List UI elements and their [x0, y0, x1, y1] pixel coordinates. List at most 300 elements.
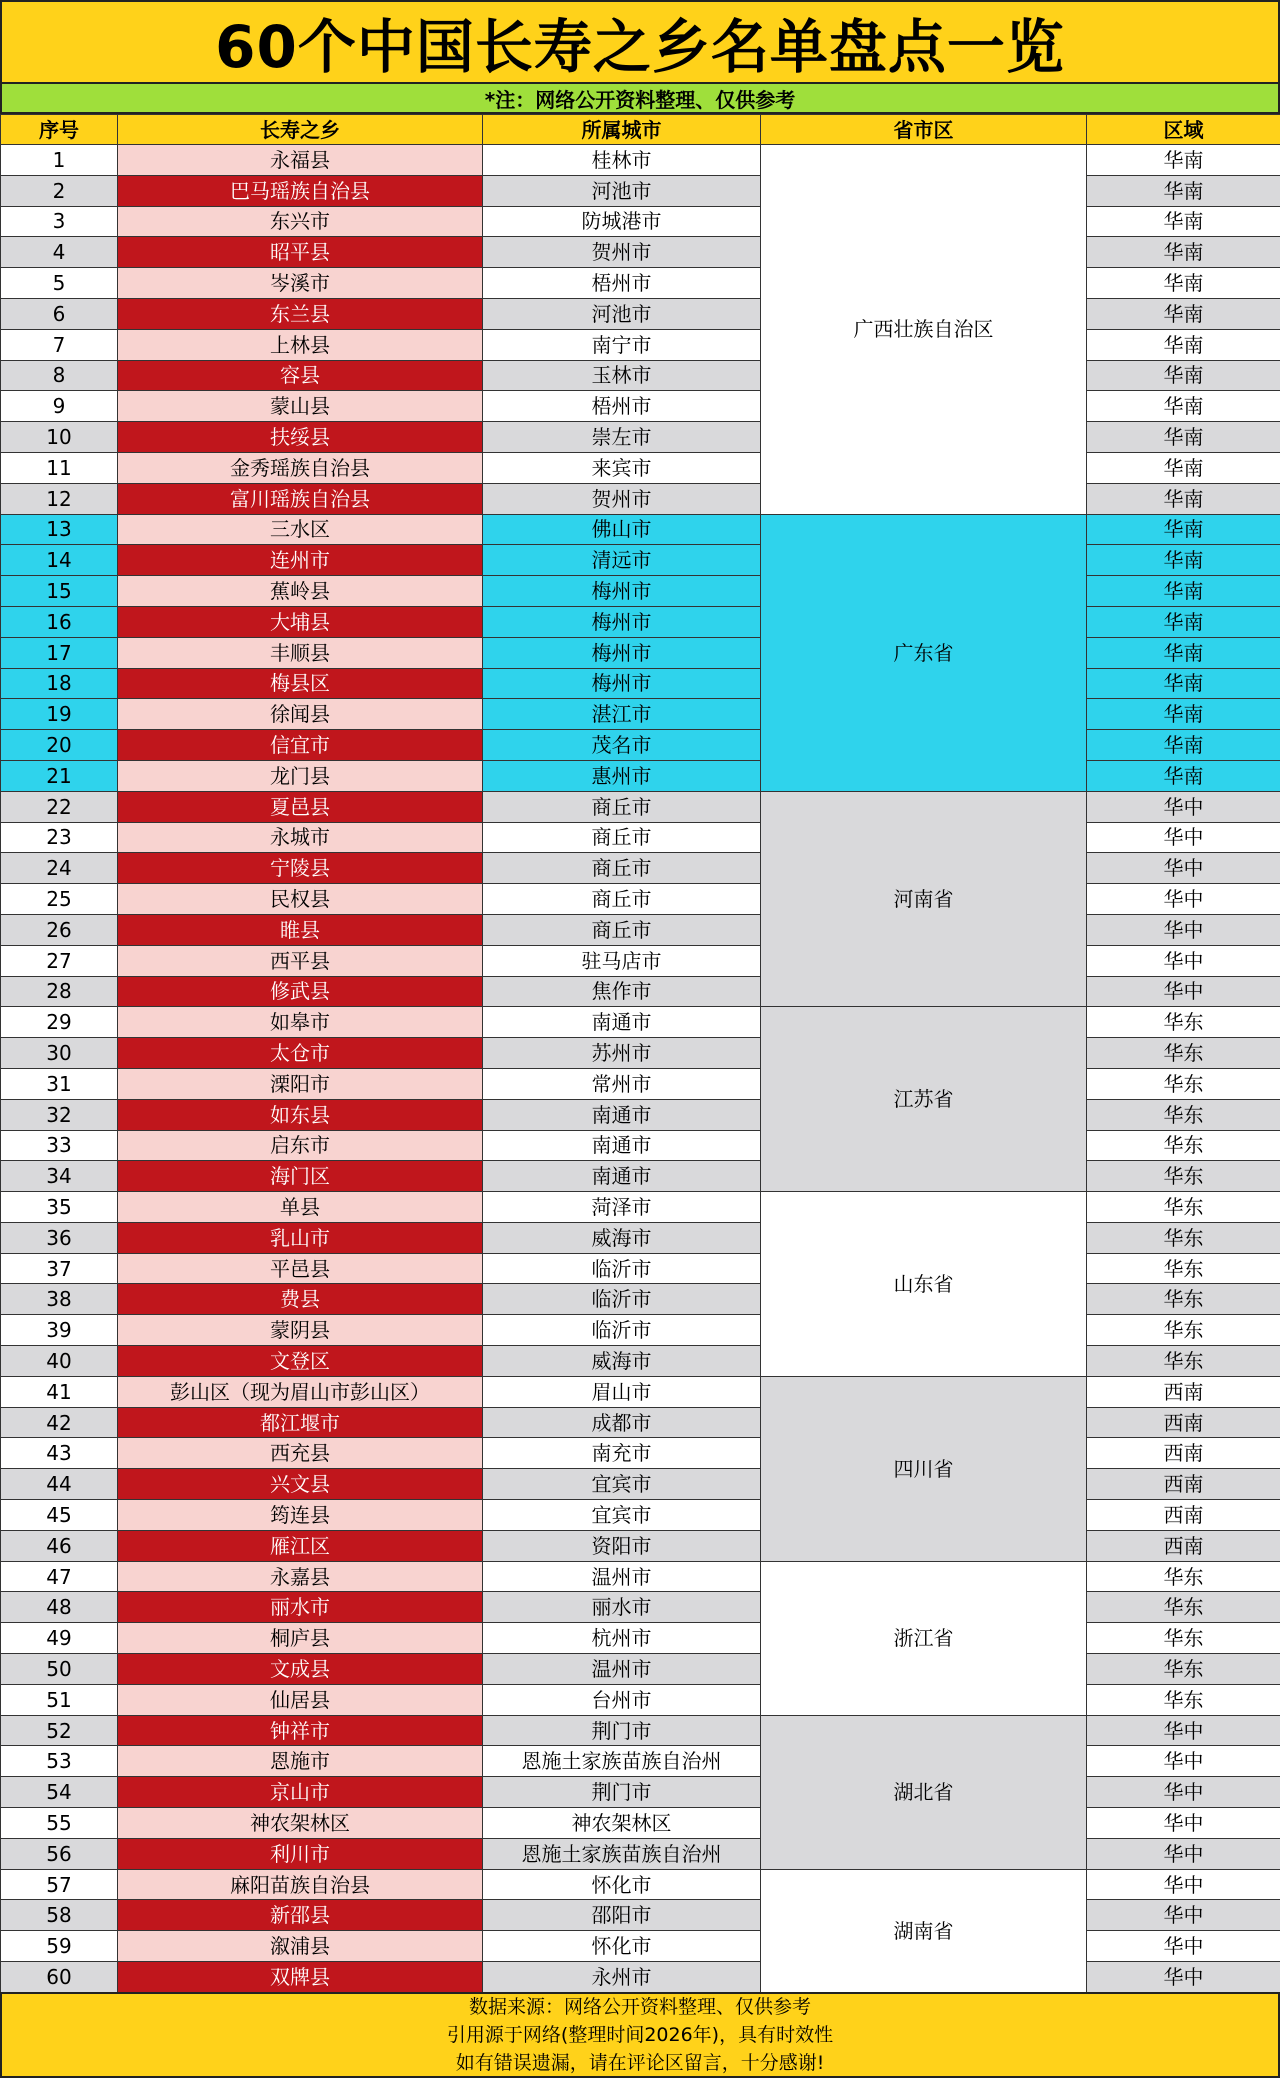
city-cell: 焦作市: [483, 976, 761, 1007]
row-number: 10: [1, 422, 118, 453]
city-cell: 河池市: [483, 175, 761, 206]
longevity-town-name: 岑溪市: [118, 268, 483, 299]
region-cell: 华南: [1087, 298, 1280, 329]
city-cell: 南充市: [483, 1438, 761, 1469]
region-cell: 华南: [1087, 422, 1280, 453]
header-no: 序号: [1, 115, 118, 145]
region-cell: 华南: [1087, 545, 1280, 576]
region-cell: 华中: [1087, 884, 1280, 915]
row-number: 47: [1, 1561, 118, 1592]
region-cell: 华南: [1087, 391, 1280, 422]
row-number: 45: [1, 1500, 118, 1531]
row-number: 27: [1, 945, 118, 976]
city-cell: 怀化市: [483, 1869, 761, 1900]
table-row: [1, 606, 1280, 637]
table-row: [1, 1746, 1280, 1777]
city-cell: 成都市: [483, 1407, 761, 1438]
table-row: [1, 1192, 1280, 1223]
row-number: 21: [1, 760, 118, 791]
region-cell: 华东: [1087, 1561, 1280, 1592]
row-number: 8: [1, 360, 118, 391]
city-cell: 资阳市: [483, 1530, 761, 1561]
city-cell: 惠州市: [483, 760, 761, 791]
longevity-town-name: 京山市: [118, 1777, 483, 1808]
longevity-town-name: 蒙山县: [118, 391, 483, 422]
table-row: [1, 945, 1280, 976]
row-number: 14: [1, 545, 118, 576]
header-name: 长寿之乡: [118, 115, 483, 145]
city-cell: 眉山市: [483, 1376, 761, 1407]
city-cell: 恩施土家族苗族自治州: [483, 1838, 761, 1869]
city-cell: 玉林市: [483, 360, 761, 391]
city-cell: 商丘市: [483, 884, 761, 915]
row-number: 60: [1, 1962, 118, 1993]
row-number: 20: [1, 730, 118, 761]
city-cell: 苏州市: [483, 1038, 761, 1069]
region-cell: 华中: [1087, 914, 1280, 945]
longevity-town-name: 容县: [118, 360, 483, 391]
row-number: 28: [1, 976, 118, 1007]
region-cell: 华南: [1087, 606, 1280, 637]
region-cell: 华中: [1087, 976, 1280, 1007]
longevity-town-name: 神农架林区: [118, 1808, 483, 1839]
longevity-town-name: 仙居县: [118, 1684, 483, 1715]
longevity-town-name: 永福县: [118, 145, 483, 176]
city-cell: 台州市: [483, 1684, 761, 1715]
region-cell: 华东: [1087, 1284, 1280, 1315]
longevity-town-name: 夏邑县: [118, 791, 483, 822]
region-cell: 华南: [1087, 329, 1280, 360]
longevity-town-name: 三水区: [118, 514, 483, 545]
longevity-town-name: 费县: [118, 1284, 483, 1315]
region-cell: 华南: [1087, 268, 1280, 299]
city-cell: 梅州市: [483, 668, 761, 699]
region-cell: 华东: [1087, 1253, 1280, 1284]
table-row: [1, 1808, 1280, 1839]
table-row: [1, 1222, 1280, 1253]
longevity-town-name: 乳山市: [118, 1222, 483, 1253]
longevity-town-name: 永嘉县: [118, 1561, 483, 1592]
city-cell: 南通市: [483, 1130, 761, 1161]
table-row: [1, 1654, 1280, 1685]
city-cell: 丽水市: [483, 1592, 761, 1623]
row-number: 51: [1, 1684, 118, 1715]
table-row: [1, 791, 1280, 822]
footer-feedback: 如有错误遗漏，请在评论区留言，十分感谢!: [455, 2052, 825, 2074]
province-cell: 湖北省: [761, 1715, 1087, 1869]
row-number: 15: [1, 576, 118, 607]
table-row: [1, 1376, 1280, 1407]
city-cell: 商丘市: [483, 853, 761, 884]
longevity-town-name: 宁陵县: [118, 853, 483, 884]
region-cell: 华南: [1087, 206, 1280, 237]
longevity-town-name: 启东市: [118, 1130, 483, 1161]
longevity-town-name: 富川瑶族自治县: [118, 483, 483, 514]
row-number: 25: [1, 884, 118, 915]
city-cell: 威海市: [483, 1346, 761, 1377]
row-number: 56: [1, 1838, 118, 1869]
table-row: [1, 699, 1280, 730]
city-cell: 温州市: [483, 1654, 761, 1685]
table-row: [1, 145, 1280, 176]
footer-source: 数据来源：网络公开资料整理、仅供参考: [468, 1996, 811, 2018]
city-cell: 宜宾市: [483, 1469, 761, 1500]
region-cell: 华东: [1087, 1038, 1280, 1069]
longevity-town-name: 大埔县: [118, 606, 483, 637]
longevity-town-name: 东兰县: [118, 298, 483, 329]
table-row: [1, 1838, 1280, 1869]
row-number: 1: [1, 145, 118, 176]
region-cell: 华中: [1087, 791, 1280, 822]
city-cell: 温州市: [483, 1561, 761, 1592]
table-row: [1, 1715, 1280, 1746]
table-row: [1, 1253, 1280, 1284]
row-number: 9: [1, 391, 118, 422]
row-number: 18: [1, 668, 118, 699]
region-cell: 华东: [1087, 1222, 1280, 1253]
city-cell: 宜宾市: [483, 1500, 761, 1531]
table-row: [1, 206, 1280, 237]
table-row: [1, 1284, 1280, 1315]
header-city: 所属城市: [483, 115, 761, 145]
table-row: [1, 668, 1280, 699]
longevity-town-name: 东兴市: [118, 206, 483, 237]
longevity-town-name: 海门区: [118, 1161, 483, 1192]
row-number: 41: [1, 1376, 118, 1407]
longevity-town-name: 睢县: [118, 914, 483, 945]
longevity-town-name: 蒙阴县: [118, 1315, 483, 1346]
city-cell: 菏泽市: [483, 1192, 761, 1223]
row-number: 13: [1, 514, 118, 545]
longevity-town-name: 连州市: [118, 545, 483, 576]
region-cell: 华中: [1087, 1777, 1280, 1808]
table-row: [1, 1561, 1280, 1592]
region-cell: 华南: [1087, 483, 1280, 514]
longevity-town-name: 桐庐县: [118, 1623, 483, 1654]
table-row: [1, 1592, 1280, 1623]
city-cell: 威海市: [483, 1222, 761, 1253]
city-cell: 常州市: [483, 1068, 761, 1099]
table-row: [1, 760, 1280, 791]
city-cell: 来宾市: [483, 452, 761, 483]
city-cell: 南通市: [483, 1099, 761, 1130]
row-number: 23: [1, 822, 118, 853]
row-number: 6: [1, 298, 118, 329]
region-cell: 西南: [1087, 1438, 1280, 1469]
table-row: [1, 822, 1280, 853]
city-cell: 临沂市: [483, 1284, 761, 1315]
region-cell: 华南: [1087, 730, 1280, 761]
row-number: 52: [1, 1715, 118, 1746]
province-cell: 江苏省: [761, 1007, 1087, 1192]
city-cell: 恩施土家族苗族自治州: [483, 1746, 761, 1777]
city-cell: 临沂市: [483, 1315, 761, 1346]
longevity-town-name: 溆浦县: [118, 1931, 483, 1962]
table-row: [1, 1777, 1280, 1808]
region-cell: 华东: [1087, 1346, 1280, 1377]
city-cell: 荆门市: [483, 1715, 761, 1746]
table-row: [1, 576, 1280, 607]
city-cell: 佛山市: [483, 514, 761, 545]
row-number: 48: [1, 1592, 118, 1623]
longevity-town-name: 西充县: [118, 1438, 483, 1469]
longevity-town-name: 蕉岭县: [118, 576, 483, 607]
region-cell: 华中: [1087, 822, 1280, 853]
longevity-town-name: 新邵县: [118, 1900, 483, 1931]
row-number: 37: [1, 1253, 118, 1284]
row-number: 58: [1, 1900, 118, 1931]
city-cell: 临沂市: [483, 1253, 761, 1284]
city-cell: 商丘市: [483, 822, 761, 853]
region-cell: 华南: [1087, 699, 1280, 730]
region-cell: 华中: [1087, 1962, 1280, 1993]
table-row: [1, 329, 1280, 360]
table-body: [1, 145, 1280, 1993]
row-number: 40: [1, 1346, 118, 1377]
table-row: [1, 637, 1280, 668]
longevity-table: [0, 114, 1280, 1993]
table-row: [1, 1530, 1280, 1561]
city-cell: 桂林市: [483, 145, 761, 176]
region-cell: 华东: [1087, 1684, 1280, 1715]
city-cell: 神农架林区: [483, 1808, 761, 1839]
region-cell: 华中: [1087, 1869, 1280, 1900]
city-cell: 商丘市: [483, 791, 761, 822]
table-row: [1, 268, 1280, 299]
region-cell: 西南: [1087, 1530, 1280, 1561]
city-cell: 梧州市: [483, 268, 761, 299]
table-row: [1, 1500, 1280, 1531]
region-cell: 华中: [1087, 1838, 1280, 1869]
region-cell: 华东: [1087, 1099, 1280, 1130]
longevity-town-name: 梅县区: [118, 668, 483, 699]
row-number: 4: [1, 237, 118, 268]
longevity-town-name: 丽水市: [118, 1592, 483, 1623]
region-cell: 华南: [1087, 237, 1280, 268]
header-region: 区域: [1087, 115, 1280, 145]
province-cell: 河南省: [761, 791, 1087, 1007]
city-cell: 防城港市: [483, 206, 761, 237]
region-cell: 华东: [1087, 1592, 1280, 1623]
row-number: 34: [1, 1161, 118, 1192]
region-cell: 华东: [1087, 1007, 1280, 1038]
province-cell: 四川省: [761, 1376, 1087, 1561]
region-cell: 华南: [1087, 145, 1280, 176]
row-number: 26: [1, 914, 118, 945]
longevity-town-name: 昭平县: [118, 237, 483, 268]
table-row: [1, 1068, 1280, 1099]
table-row: [1, 422, 1280, 453]
table-row: [1, 1099, 1280, 1130]
table-row: [1, 1130, 1280, 1161]
row-number: 5: [1, 268, 118, 299]
longevity-town-name: 信宜市: [118, 730, 483, 761]
row-number: 46: [1, 1530, 118, 1561]
region-cell: 华南: [1087, 668, 1280, 699]
longevity-town-name: 彭山区（现为眉山市彭山区）: [118, 1376, 483, 1407]
table-row: [1, 391, 1280, 422]
region-cell: 华中: [1087, 1715, 1280, 1746]
row-number: 54: [1, 1777, 118, 1808]
city-cell: 永州市: [483, 1962, 761, 1993]
city-cell: 怀化市: [483, 1931, 761, 1962]
row-number: 16: [1, 606, 118, 637]
row-number: 44: [1, 1469, 118, 1500]
longevity-town-name: 巴马瑶族自治县: [118, 175, 483, 206]
row-number: 2: [1, 175, 118, 206]
region-cell: 西南: [1087, 1469, 1280, 1500]
row-number: 7: [1, 329, 118, 360]
city-cell: 南通市: [483, 1161, 761, 1192]
row-number: 55: [1, 1808, 118, 1839]
row-number: 35: [1, 1192, 118, 1223]
region-cell: 华中: [1087, 945, 1280, 976]
table-row: [1, 1315, 1280, 1346]
region-cell: 华东: [1087, 1130, 1280, 1161]
city-cell: 梅州市: [483, 576, 761, 607]
region-cell: 西南: [1087, 1376, 1280, 1407]
table-row: [1, 1038, 1280, 1069]
city-cell: 梅州市: [483, 606, 761, 637]
header-province: 省市区: [761, 115, 1087, 145]
longevity-town-name: 麻阳苗族自治县: [118, 1869, 483, 1900]
region-cell: 华南: [1087, 514, 1280, 545]
row-number: 22: [1, 791, 118, 822]
longevity-town-name: 金秀瑶族自治县: [118, 452, 483, 483]
region-cell: 华东: [1087, 1068, 1280, 1099]
row-number: 50: [1, 1654, 118, 1685]
city-cell: 梅州市: [483, 637, 761, 668]
row-number: 49: [1, 1623, 118, 1654]
row-number: 43: [1, 1438, 118, 1469]
city-cell: 驻马店市: [483, 945, 761, 976]
row-number: 59: [1, 1931, 118, 1962]
region-cell: 华南: [1087, 637, 1280, 668]
province-cell: 广东省: [761, 514, 1087, 791]
longevity-town-name: 徐闻县: [118, 699, 483, 730]
longevity-town-name: 文登区: [118, 1346, 483, 1377]
table-row: [1, 237, 1280, 268]
city-cell: 贺州市: [483, 483, 761, 514]
table-row: [1, 1161, 1280, 1192]
longevity-town-name: 双牌县: [118, 1962, 483, 1993]
longevity-town-name: 民权县: [118, 884, 483, 915]
longevity-town-name: 永城市: [118, 822, 483, 853]
region-cell: 华中: [1087, 1808, 1280, 1839]
city-cell: 崇左市: [483, 422, 761, 453]
table-row: [1, 1869, 1280, 1900]
table-row: [1, 1900, 1280, 1931]
longevity-town-name: 都江堰市: [118, 1407, 483, 1438]
row-number: 29: [1, 1007, 118, 1038]
table-row: [1, 1407, 1280, 1438]
row-number: 42: [1, 1407, 118, 1438]
table-row: [1, 1346, 1280, 1377]
region-cell: 华东: [1087, 1192, 1280, 1223]
table-row: [1, 298, 1280, 329]
longevity-town-name: 西平县: [118, 945, 483, 976]
province-cell: 湖南省: [761, 1869, 1087, 1992]
longevity-town-name: 龙门县: [118, 760, 483, 791]
table-row: [1, 545, 1280, 576]
table-row: [1, 1469, 1280, 1500]
table-row: [1, 1623, 1280, 1654]
row-number: 30: [1, 1038, 118, 1069]
table-header-row: [1, 115, 1280, 145]
table-row: [1, 1931, 1280, 1962]
region-cell: 华中: [1087, 853, 1280, 884]
table-row: [1, 175, 1280, 206]
region-cell: 华南: [1087, 760, 1280, 791]
table-row: [1, 1007, 1280, 1038]
footer-citation: 引用源于网络(整理时间2026年)，具有时效性: [446, 2024, 834, 2046]
province-cell: 山东省: [761, 1192, 1087, 1377]
city-cell: 南宁市: [483, 329, 761, 360]
longevity-town-name: 雁江区: [118, 1530, 483, 1561]
longevity-town-name: 单县: [118, 1192, 483, 1223]
table-row: [1, 514, 1280, 545]
city-cell: 梧州市: [483, 391, 761, 422]
table-row: [1, 853, 1280, 884]
longevity-town-name: 修武县: [118, 976, 483, 1007]
city-cell: 湛江市: [483, 699, 761, 730]
province-cell: 浙江省: [761, 1561, 1087, 1715]
city-cell: 河池市: [483, 298, 761, 329]
city-cell: 南通市: [483, 1007, 761, 1038]
page-title: 60个中国长寿之乡名单盘点一览: [0, 0, 1280, 84]
longevity-town-name: 筠连县: [118, 1500, 483, 1531]
region-cell: 华南: [1087, 360, 1280, 391]
region-cell: 西南: [1087, 1500, 1280, 1531]
longevity-town-name: 太仓市: [118, 1038, 483, 1069]
row-number: 19: [1, 699, 118, 730]
city-cell: 清远市: [483, 545, 761, 576]
row-number: 11: [1, 452, 118, 483]
table-row: [1, 360, 1280, 391]
region-cell: 华南: [1087, 452, 1280, 483]
longevity-town-name: 上林县: [118, 329, 483, 360]
longevity-town-name: 钟祥市: [118, 1715, 483, 1746]
region-cell: 西南: [1087, 1407, 1280, 1438]
table-row: [1, 452, 1280, 483]
note-banner: *注：网络公开资料整理、仅供参考: [0, 84, 1280, 114]
row-number: 12: [1, 483, 118, 514]
longevity-town-name: 丰顺县: [118, 637, 483, 668]
row-number: 31: [1, 1068, 118, 1099]
region-cell: 华中: [1087, 1931, 1280, 1962]
region-cell: 华东: [1087, 1315, 1280, 1346]
table-row: [1, 1962, 1280, 1993]
table-row: [1, 730, 1280, 761]
city-cell: 商丘市: [483, 914, 761, 945]
region-cell: 华东: [1087, 1161, 1280, 1192]
row-number: 38: [1, 1284, 118, 1315]
region-cell: 华中: [1087, 1900, 1280, 1931]
row-number: 3: [1, 206, 118, 237]
region-cell: 华南: [1087, 175, 1280, 206]
region-cell: 华中: [1087, 1746, 1280, 1777]
city-cell: 荆门市: [483, 1777, 761, 1808]
row-number: 36: [1, 1222, 118, 1253]
region-cell: 华东: [1087, 1623, 1280, 1654]
row-number: 39: [1, 1315, 118, 1346]
longevity-town-name: 兴文县: [118, 1469, 483, 1500]
row-number: 33: [1, 1130, 118, 1161]
longevity-town-name: 恩施市: [118, 1746, 483, 1777]
table-row: [1, 884, 1280, 915]
city-cell: 贺州市: [483, 237, 761, 268]
table-row: [1, 976, 1280, 1007]
